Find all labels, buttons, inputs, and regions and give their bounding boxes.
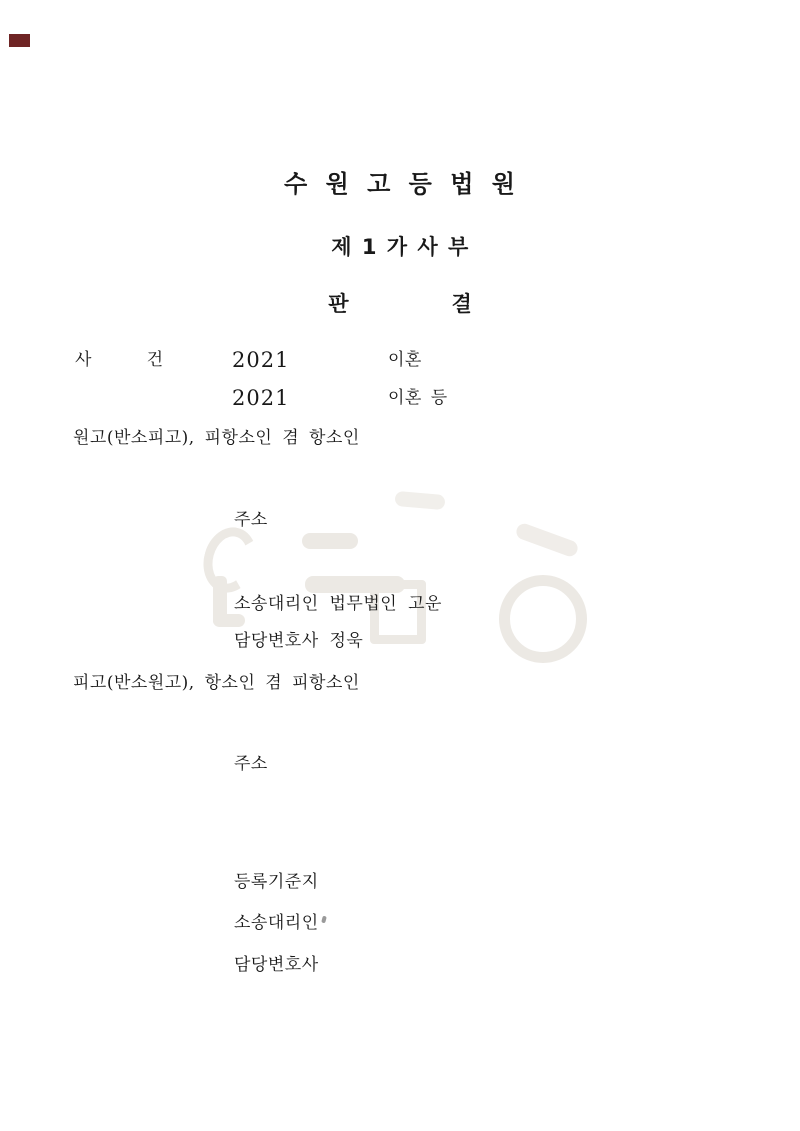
- defendant-address-label: 주소: [234, 754, 268, 774]
- watermark-shape: [302, 533, 358, 549]
- case-row: [0, 348, 800, 372]
- plaintiff-counsel-line: 소송대리인 법무법인 고운: [234, 594, 442, 614]
- case-row-2-title: 이혼 등: [388, 388, 448, 408]
- scan-artifact-mark: [9, 34, 30, 47]
- judgment-title-right: 결: [451, 292, 472, 316]
- watermark-shape: [305, 576, 405, 593]
- watermark-shape: [213, 614, 245, 627]
- watermark-shape: [196, 521, 263, 598]
- case-label-first: 사: [75, 350, 92, 370]
- plaintiff-heading: 원고(반소피고), 피항소인 겸 항소인: [73, 428, 360, 448]
- judgment-title-left: 판: [328, 292, 349, 316]
- case-row-2-year: 2021: [232, 386, 290, 410]
- defendant-attorney-label: 담당변호사: [234, 955, 319, 975]
- division-name: 제 1 가 사 부: [331, 235, 469, 259]
- watermark-shape: [499, 575, 587, 663]
- case-row-1-title: 이혼: [388, 350, 422, 370]
- case-row-1-year: 2021: [232, 348, 290, 372]
- watermark-shape: [394, 491, 445, 510]
- case-row: [0, 386, 800, 410]
- plaintiff-attorney-line: 담당변호사 정욱: [234, 631, 364, 651]
- scan-speck: [321, 916, 327, 924]
- defendant-registration-label: 등록기준지: [234, 872, 319, 892]
- plaintiff-address-label: 주소: [234, 510, 268, 530]
- case-label-second: 건: [146, 350, 163, 370]
- judgment-title: [0, 288, 800, 318]
- watermark-shape: [514, 522, 580, 559]
- watermark-shape: [213, 576, 227, 626]
- defendant-heading: 피고(반소원고), 항소인 겸 피항소인: [73, 673, 360, 693]
- defendant-counsel-label: 소송대리인: [234, 913, 319, 933]
- court-name: 수 원 고 등 법 원: [284, 170, 516, 198]
